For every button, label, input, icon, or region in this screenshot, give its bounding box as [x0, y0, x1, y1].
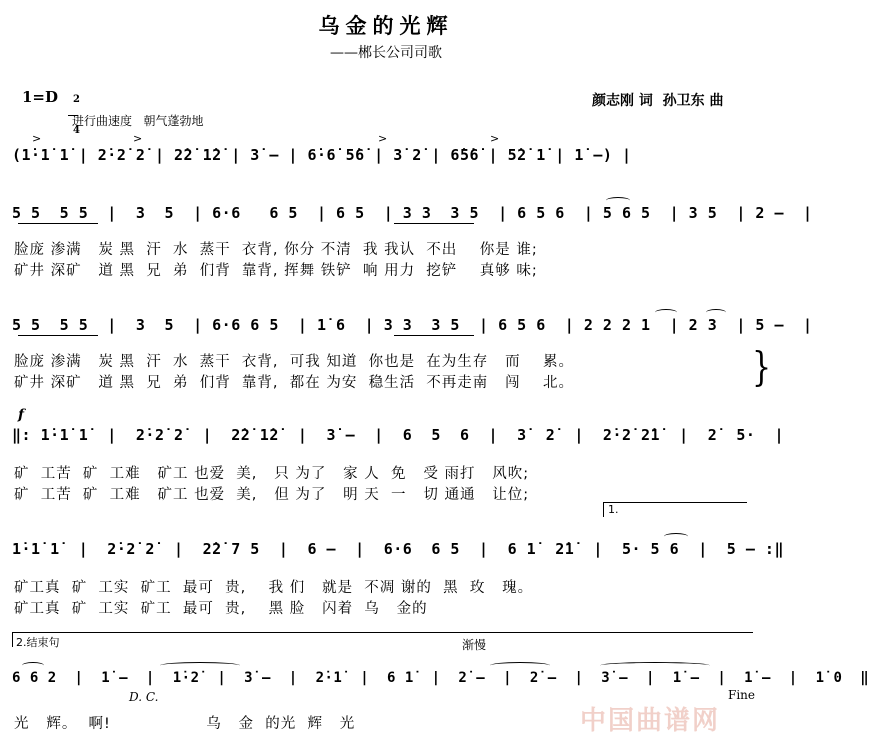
tie-arc — [606, 197, 630, 204]
accent-mark: > — [133, 132, 143, 145]
beam-line — [18, 335, 98, 336]
tie-arc — [706, 309, 726, 316]
tempo-marking: 进行曲速度 朝气蓬勃地 — [72, 114, 204, 128]
da-capo-marking: D. C. — [129, 690, 159, 704]
volta-1-label: 1. — [608, 503, 619, 516]
verse-brace: } — [752, 343, 772, 392]
lyric-row-4-verse-1: 矿 工苦 矿 工难 矿工 也爱 美, 只 为了 家 人 免 受 雨打 风吹; — [14, 466, 530, 482]
tie-arc — [490, 662, 550, 669]
lyric-row-2-verse-2: 矿井 深矿 道 黑 兄 弟 们背 靠背, 挥舞 铁铲 响 用力 挖铲 真够 味; — [14, 263, 538, 279]
key-signature: 1=D — [22, 88, 59, 106]
lyric-row-5-verse-2: 矿工真 矿 工实 矿工 最可 贵, 黑 脸 闪着 乌 金的 — [14, 601, 428, 617]
volta-2-bracket — [12, 632, 753, 647]
meter-top: 2 — [72, 94, 80, 105]
tie-arc — [22, 662, 44, 669]
lyric-row-3-verse-1: 脸庞 渗满 炭 黑 汗 水 蒸干 衣背, 可我 知道 你也是 在为生存 而 累。 — [14, 354, 575, 370]
lyric-row-5-verse-1: 矿工真 矿 工实 矿工 最可 贵, 我 们 就是 不凋 谢的 黑 玫 瑰。 — [14, 580, 534, 596]
dynamic-marking: f — [18, 407, 25, 423]
notation-row-3: 5 5 5 5 | 3 5 | 6·6 6 5 | 1̇ 6 | 3 3 3 5 | 6 5 6 | 2 2 2 1 | 2 3 | 5 – | — [12, 316, 813, 334]
site-watermark: 中国曲谱网 — [580, 706, 721, 736]
lyric-row-6: 光 辉。 啊! 乌 金 的光 辉 光 — [14, 716, 356, 732]
tie-arc — [160, 662, 240, 669]
credits: 颜志刚 词 孙卫东 曲 — [592, 93, 724, 109]
tie-arc — [664, 533, 688, 540]
tie-arc — [600, 662, 710, 669]
song-subtitle: ——郴长公司司歌 — [330, 45, 442, 61]
volta-1-bracket — [603, 502, 747, 517]
accent-mark: > — [490, 132, 500, 145]
lyric-row-2-verse-1: 脸庞 渗满 炭 黑 汗 水 蒸干 衣背, 你分 不清 我 我认 不出 你是 谁; — [14, 242, 538, 258]
accent-mark: > — [32, 132, 42, 145]
lyric-row-3-verse-2: 矿井 深矿 道 黑 兄 弟 们背 靠背, 都在 为安 稳生活 不再走南 闯 北。 — [14, 375, 575, 391]
tie-arc — [655, 309, 677, 316]
notation-row-1: (1̇·1̇ 1̇ | 2̇·2̇ 2̇ | 2̇2̇ 1̇2̇ | 3̇ – | 6̇·6̇ 5̇6̇ | 3̇ 2̇ | 6̇5̇6̇ | 5̇2̇ 1̇ | 1̇ –) | — [12, 146, 632, 164]
lyric-row-4-verse-2: 矿 工苦 矿 工难 矿工 也爱 美, 但 为了 明 天 一 切 通通 让位; — [14, 487, 530, 503]
notation-row-5: 1̇·1̇ 1̇ | 2̇·2̇ 2̇ | 2̇2̇ 7 5 | 6 – | 6·6 6 5 | 6 1̇ 2̇1̇ | 5· 5 6 | 5 – :‖ — [12, 540, 784, 558]
accent-mark: > — [378, 132, 388, 145]
ritardando-marking: 渐慢 — [462, 638, 487, 652]
fine-marking: Fine — [728, 688, 755, 702]
beam-line — [394, 223, 474, 224]
meter-bottom: 4 — [72, 125, 80, 136]
song-title: 乌金的光辉 — [318, 13, 454, 38]
beam-line — [18, 223, 98, 224]
notation-row-6: 6 6 2 | 1̇ – | 1̇·2̇ | 3̇ – | 2̇·1̇ | 6 1̇ | 2̇ – | 2̇ – | 3̇ – | 1̇ – | 1̇ – | 1̇ 0 ‖ — [12, 670, 869, 686]
notation-row-2: 5 5 5 5 | 3 5 | 6·6 6 5 | 6 5 | 3 3 3 5 | 6 5 6 | 5 6 5 | 3 5 | 2 – | — [12, 204, 813, 222]
beam-line — [394, 335, 474, 336]
volta-2-label: 2.结束句 — [16, 636, 60, 649]
notation-row-4: ‖: 1̇·1̇ 1̇ | 2̇·2̇ 2̇ | 2̇2̇ 1̇2̇ | 3̇ – | 6 5 6 | 3̇ 2̇ | 2̇·2̇ 2̇1̇ | 2̇ 5· | — [12, 426, 784, 444]
